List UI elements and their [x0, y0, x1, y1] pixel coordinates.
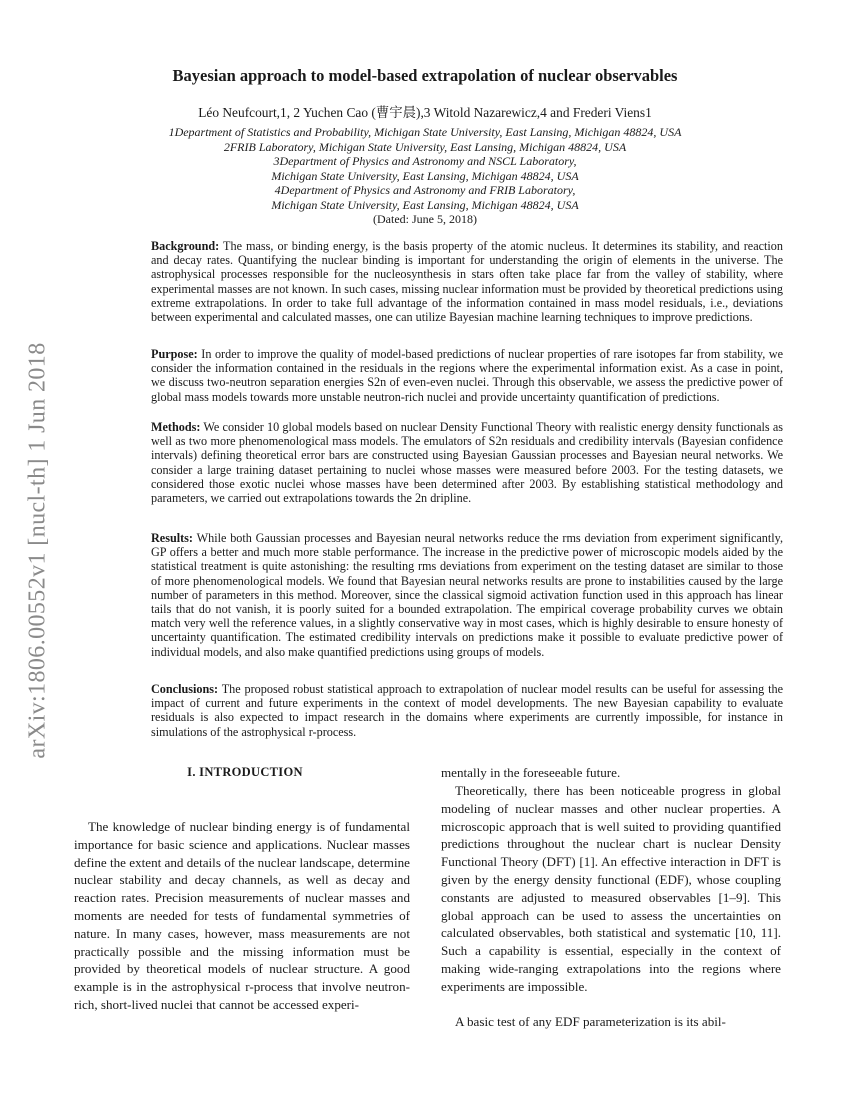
intro-right-paragraph-1: Theoretically, there has been noticeable progress in global modeling of nuclear masses and other nuclear properties. A microscopic approach that is well suited to providing quantified predictions throughout the nuclear chart is nuclear Density Functional Theory (DFT) [1]. An effective interaction in DFT is given by the energy density functional (EDF), whose coupling constants are adjusted to measured observables [1–9]. This global approach can be used to assess the uncertainties on calculated observables, both statistical and systematic [10, 11]. Such a capability is essential, especially in the context of making wide-ranging extrapolations into the regions where experiments are impossible.	[441, 783, 781, 994]
affiliation-2: 2FRIB Laboratory, Michigan State University, East Lansing, Michigan 48824, USA	[223, 140, 627, 154]
abstract-background	[151, 239, 783, 324]
affiliation-4: 4Department of Physics and Astronomy and FRIB Laboratory,	[274, 183, 576, 197]
results-label: Results:	[151, 531, 193, 545]
affiliation-3: 3Department of Physics and Astronomy and NSCL Laboratory,	[273, 154, 577, 168]
section-heading-introduction: I. INTRODUCTION	[187, 765, 303, 779]
paper-title: Bayesian approach to model-based extrapolation of nuclear observables	[172, 66, 678, 85]
affiliation-3-cont: Michigan State University, East Lansing, Michigan 48824, USA	[271, 169, 579, 183]
arxiv-identifier-stamp	[18, 300, 58, 800]
intro-left-column: The knowledge of nuclear binding energy is of fundamental importance for basic science and applications. Nuclear masses define the extent and details of the nuclear landscape, determine nuclear stability and decay channels, as well as decay and reaction rates. Precision measurements of nuclear masses and moments are needed for tests of fundamental symmetries of nature. In many cases, however, mass measurements are not practically possible and the missing information must be provided by theoretical models of nuclear structure. A good example is in the astrophysical r-process that involve neutron-rich, short-lived nuclei that cannot be accessed experi-	[74, 819, 410, 1012]
methods-text: We consider 10 global models based on nuclear Density Functional Theory with realistic energy density functionals as well as two more phenomenological mass models. The emulators of S2n residuals and credibility intervals (Bayesian confidence intervals) defining theoretical error bars are constructed using Bayesian Gaussian processes and Bayesian neural networks. We consider a large training dataset pertaining to nuclei whose masses were measured before 2003. For the testing datasets, we considered those exotic nuclei whose masses have been determined after 2003. By establishing statistical methodology and parameters, we carried out extrapolations towards the 2n dripline.	[151, 420, 783, 506]
purpose-label: Purpose:	[151, 347, 198, 361]
abstract-conclusions	[151, 682, 783, 739]
abstract-purpose	[151, 347, 783, 404]
conclusions-text: The proposed robust statistical approach to extrapolation of nuclear model results can be useful for assessing the impact of current and future experiments in the context of model developments. The new Bayesian capability to evaluate residuals is also expected to impact research in the domains where experiments are currently impossible, for instance in simulations of the astrophysical r-process.	[151, 682, 783, 739]
purpose-text: In order to improve the quality of model-based predictions of nuclear properties of rare isotopes far from stability, we consider the information contained in the residuals in the regions where the experimental information exist. As a case in point, we discuss two-neutron separation energies S2n of even-even nuclei. Through this observable, we assess the predictive power of global mass models towards more unstable neutron-rich nuclei and provide uncertainty quantification of predictions.	[151, 347, 784, 404]
background-text: The mass, or binding energy, is the basis property of the atomic nucleus. It determines its stability, and reaction and decay rates. Quantifying the nuclear binding is important for understanding the origin of elements in the universe. The astrophysical processes responsible for the nucleosynthesis in stars often take place far from the valley of stability, where experimental masses are not known. In such cases, missing nuclear information must be provided by theoretical predictions using extreme extrapolations. In order to take full advantage of the information contained in mass model residuals, i.e., deviations between experimental and calculated masses, one can utilize Bayesian machine learning techniques to improve predictions.	[151, 239, 783, 325]
abstract-methods	[151, 420, 783, 505]
methods-label: Methods:	[151, 420, 201, 434]
conclusions-label: Conclusions:	[151, 682, 219, 696]
author-list: Léo Neufcourt,1, 2 Yuchen Cao (曹宇晨),3 Witold Nazarewicz,4 and Frederi Viens1	[198, 105, 652, 120]
abstract-results	[151, 531, 783, 659]
intro-right-continuation: mentally in the foreseeable future.	[441, 765, 621, 780]
arxiv-stamp-text: arXiv:1806.00552v1 [nucl-th] 1 Jun 2018	[24, 341, 51, 759]
intro-right-paragraph-2: A basic test of any EDF parameterization is its abil-	[455, 1014, 726, 1029]
affiliation-4-cont: Michigan State University, East Lansing, Michigan 48824, USA	[271, 198, 579, 212]
affiliation-1: 1Department of Statistics and Probability, Michigan State University, East Lansing, Michigan 48824, USA	[168, 125, 682, 139]
background-label: Background:	[151, 239, 220, 253]
date-line: (Dated: June 5, 2018)	[373, 212, 477, 226]
results-text: While both Gaussian processes and Bayesian neural networks reduce the rms deviation from experiment significantly, GP offers a better and much more stable performance. The increase in the predictive power of microscopic models aided by the statistical treatment is quite astonishing: the resulting rms deviations from experiment on the testing dataset are similar to those of more phenomenological models. We found that Bayesian neural networks results are prone to instabilities caused by the large number of parameters in this method. Moreover, since the classical sigmoid activation function used in this approach has linear tails that do not vanish, it is poorly suited for a bounded extrapolation. The empirical coverage probability curves we obtain match very well the reference values, in a slightly conservative way in most cases, which is highly desirable to ensure honesty of uncertainty quantification. The estimated credibility intervals on predictions make it possible to evaluate predictive power of individual models, and also make quantified predictions using groups of models.	[151, 531, 784, 659]
